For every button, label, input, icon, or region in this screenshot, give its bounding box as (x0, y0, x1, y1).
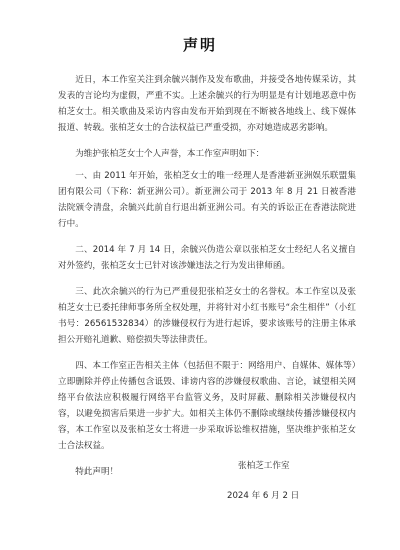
paragraph-point-4: 四、本工作室正告相关主体（包括但不限于：网络用户、自媒体、媒体等）立即删除并停止传播包含诋毁、诽谤内容的涉嫌侵权歌曲、言论，诚望相关网络平台依法应积极履行网络平台监管义务，及时屏蔽、删除相关涉嫌侵权内容，以避免损害后果进一步扩大。如相关主体仍不删除或继续传播涉嫌侵权内容，本工作室以及张柏芝女士将进一步采取诉讼维权措施，坚决维护张柏芝女士合法权益。 (58, 361, 356, 451)
document-body (58, 72, 356, 490)
paragraph-declaration-lead: 为维护张柏芝女士个人声誉，本工作室声明如下： (75, 149, 265, 159)
paragraph-point-3: 三、此次余毓兴的行为已严重侵犯张柏芝女士的名誉权。本工作室以及张柏芝女士已委托律师事务所全权处理，并将针对小红书账号“余生相伴”（小红书号：26561532834）的涉嫌侵权行为进行起诉，要求该账号的注册主体承担公开赔礼道歉、赔偿损失等法律责任。 (58, 287, 356, 345)
paragraph-closing: 特此声明！ (75, 467, 119, 477)
paragraph-point-2: 二、2014 年 7 月 14 日，余毓兴伪造公章以张柏芝女士经纪人名义擅自对外签约，张柏芝女士已针对该涉嫌违法之行为发出律师函。 (58, 245, 356, 271)
signature-date: 2024 年 6 月 2 日 (227, 491, 300, 501)
signature-block (227, 458, 367, 504)
paragraph-intro: 近日，本工作室关注到余毓兴制作及发布歌曲，并接受各地传媒采访，其发表的言论均为虚假，严重不实。上述余毓兴的行为明显是有计划地恶意中伤柏芝女士。相关歌曲及采访内容由发布开始到现在不断被各地线上、线下媒体报道、转载。张柏芝女士的合法权益已严重受损，亦对她造成恶劣影响。 (58, 75, 356, 133)
paragraph-point-1: 一、由 2011 年开始，张柏芝女士的唯一经理人是香港新亚洲娱乐联盟集团有限公司（下称：新亚洲公司）。新亚洲公司于 2013 年 8 月 21 日被香港法院颁令清盘，余毓兴此前自行退出新亚洲公司。有关的诉讼正在香港法院进行中。 (58, 171, 356, 229)
signature-name: 张柏芝工作室 (238, 461, 290, 471)
document-title: 声明 (182, 36, 217, 54)
